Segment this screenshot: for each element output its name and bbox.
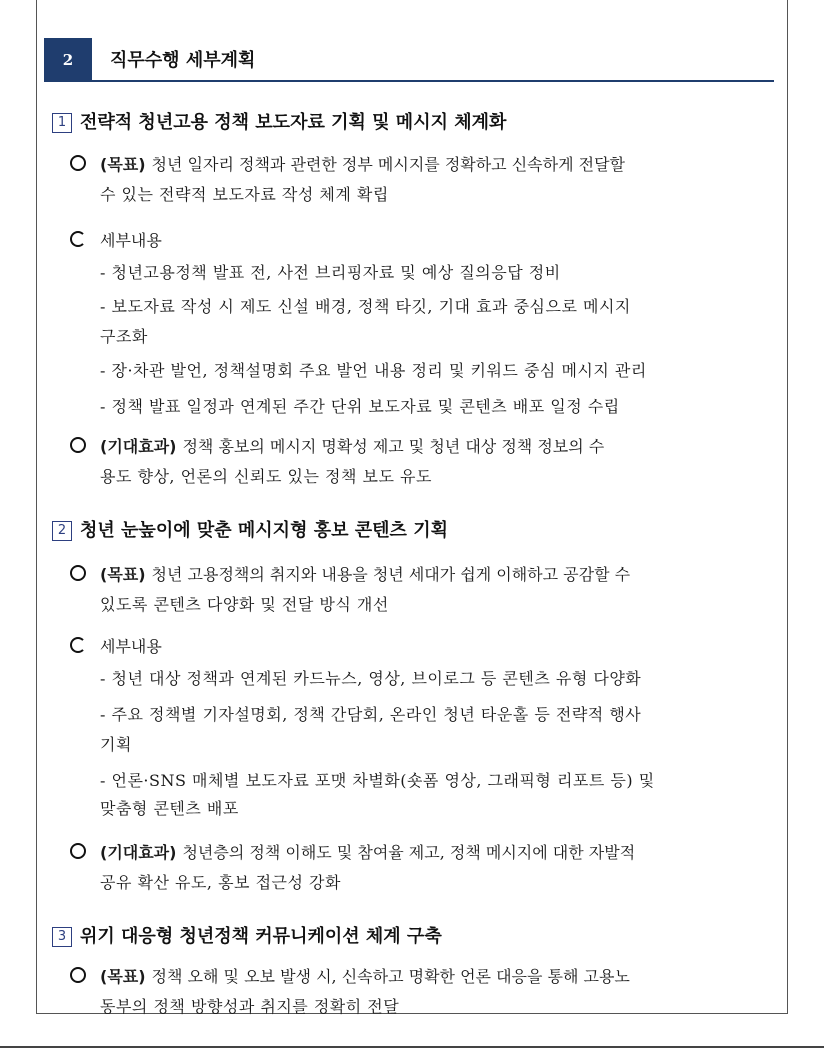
section-title: 직무수행 세부계획	[110, 50, 256, 71]
effect-bullet: (기대효과) 청년층의 정책 이해도 및 참여율 제고, 정책 메시지에 대한 자발적	[70, 840, 635, 863]
goal-text-cont: 있도록 콘텐츠 다양화 및 전달 방식 개선	[100, 595, 389, 614]
detail-bullet: 세부내용	[70, 228, 162, 251]
detail-line: 기획	[100, 735, 132, 754]
goal-text-cont: 동부의 정책 방향성과 취지를 정확히 전달	[100, 997, 400, 1016]
section-header	[44, 38, 774, 82]
open-circle-bullet-icon	[70, 231, 86, 247]
item-heading: 1 전략적 청년고용 정책 보도자료 기획 및 메시지 체계화	[52, 108, 506, 134]
item-number-box: 2	[52, 521, 72, 541]
section-rule	[44, 80, 774, 82]
circle-bullet-icon	[70, 565, 86, 581]
detail-line: - 장·차관 발언, 정책설명회 주요 발언 내용 정리 및 키워드 중심 메시지 관리	[100, 361, 647, 380]
goal-bullet: (목표) 청년 고용정책의 취지와 내용을 청년 세대가 쉽게 이해하고 공감할 수	[70, 562, 630, 585]
detail-line: - 언론·SNS 매체별 보도자료 포맷 차별화(숏폼 영상, 그래픽형 리포트 등) 및	[100, 771, 655, 790]
section-number: 2	[44, 38, 92, 82]
circle-bullet-icon	[70, 437, 86, 453]
circle-bullet-icon	[70, 155, 86, 171]
circle-bullet-icon	[70, 967, 86, 983]
open-circle-bullet-icon	[70, 637, 86, 653]
item-heading: 3 위기 대응형 청년정책 커뮤니케이션 체계 구축	[52, 922, 442, 948]
detail-line: - 청년 대상 정책과 연계된 카드뉴스, 영상, 브이로그 등 콘텐츠 유형 다양화	[100, 669, 642, 688]
detail-line: 구조화	[100, 327, 148, 346]
circle-bullet-icon	[70, 843, 86, 859]
detail-line: - 정책 발표 일정과 연계된 주간 단위 보도자료 및 콘텐츠 배포 일정 수립	[100, 397, 620, 416]
goal-text-cont: 수 있는 전략적 보도자료 작성 체계 확립	[100, 185, 389, 204]
goal-bullet: (목표) 청년 일자리 정책과 관련한 정부 메시지를 정확하고 신속하게 전달할	[70, 152, 625, 175]
item-heading: 2 청년 눈높이에 맞춘 메시지형 홍보 콘텐츠 기획	[52, 516, 448, 542]
detail-line: - 보도자료 작성 시 제도 신설 배경, 정책 타깃, 기대 효과 중심으로 메시지	[100, 297, 631, 316]
detail-bullet: 세부내용	[70, 634, 162, 657]
goal-bullet: (목표) 정책 오해 및 오보 발생 시, 신속하고 명확한 언론 대응을 통해 고용노	[70, 964, 630, 987]
item-number-box: 3	[52, 927, 72, 947]
detail-line: - 주요 정책별 기자설명회, 정책 간담회, 온라인 청년 타운홀 등 전략적 행사	[100, 705, 642, 724]
detail-line: 맞춤형 콘텐츠 배포	[100, 799, 239, 818]
bottom-rule	[0, 1046, 824, 1048]
effect-bullet: (기대효과) 정책 홍보의 메시지 명확성 제고 및 청년 대상 정책 정보의 수	[70, 434, 604, 457]
effect-text-cont: 공유 확산 유도, 홍보 접근성 강화	[100, 873, 341, 892]
item-number-box: 1	[52, 113, 72, 133]
effect-text-cont: 용도 향상, 언론의 신뢰도 있는 정책 보도 유도	[100, 467, 432, 486]
detail-line: - 청년고용정책 발표 전, 사전 브리핑자료 및 예상 질의응답 정비	[100, 263, 561, 282]
